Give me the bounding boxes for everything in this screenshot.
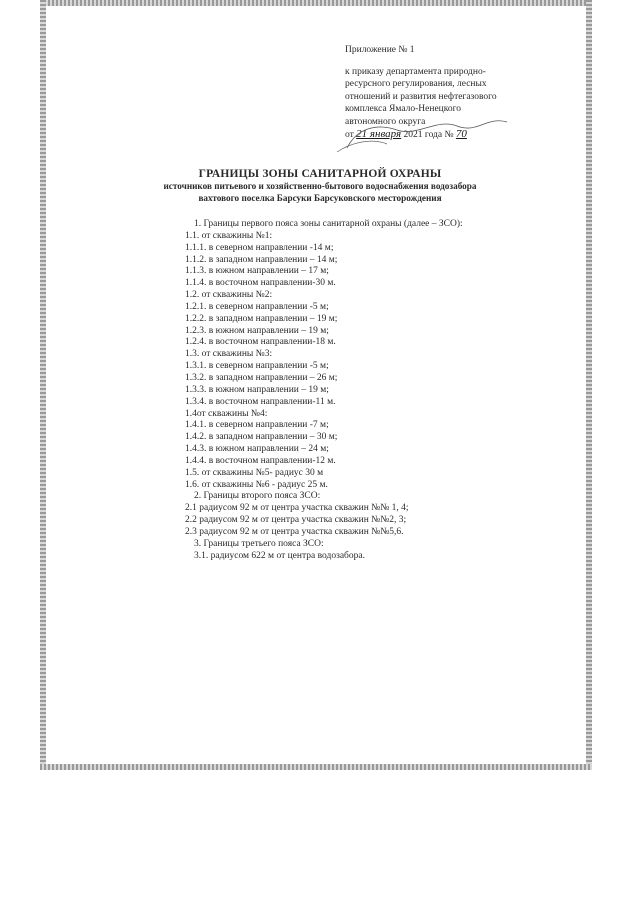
title-subtitle: вахтового поселка Барсуки Барсуковского месторождения [198,193,442,203]
list-item: 3. Границы третьего пояса ЗСО: [194,538,324,549]
appendix-line: к приказу департамента природно- [345,66,486,77]
list-item: 1.6. от скважины №6 - радиус 25 м. [185,479,328,490]
list-item: 2.1 радиусом 92 м от центра участка скважин №№ 1, 4; [185,503,409,514]
list-item: 1.1.2. в западном направлении – 14 м; [185,254,338,265]
list-item: 1.1.4. в восточном направлении-30 м. [185,278,336,289]
list-item: 1.1.3. в южном направлении – 17 м; [185,266,329,277]
scan-border-top [40,0,592,6]
list-item: 1.2.2. в западном направлении – 19 м; [185,313,338,324]
boundary-list [185,219,515,562]
appendix-header [345,44,545,142]
order-date-line [345,128,545,142]
date-year: 2021 года № [403,130,454,140]
list-item: 1.4.4. в восточном направлении-12 м. [185,455,336,466]
list-item: 3.1. радиусом 622 м от центра водозабора. [194,550,365,561]
list-item: 1.2.4. в восточном направлении-18 м. [185,337,336,348]
list-item: 1.4.2. в западном направлении – 30 м; [185,432,338,443]
list-item: 1. Границы первого пояса зоны санитарной охраны (далее – ЗСО): [194,219,463,229]
list-item: 1.2.3. в южном направлении – 19 м; [185,325,329,336]
list-item: 1.4.1. в северном направлении -7 м; [185,420,329,431]
list-item: 2. Границы второго пояса ЗСО: [194,491,321,502]
list-item: 1.3.2. в западном направлении – 26 м; [185,372,338,383]
list-item: 2.3 радиусом 92 м от центра участка скважин №№5,6. [185,526,404,537]
appendix-number: Приложение № 1 [345,45,415,55]
document-title [120,168,520,204]
list-item: 1.2. от скважины №2: [185,290,273,301]
list-item: 1.4.3. в южном направлении – 24 м; [185,444,329,455]
scan-border-right [586,0,592,770]
list-item: 1.3. от скважины №3: [185,349,273,360]
date-handwritten: 21 января [356,128,402,140]
list-item: 2.2 радиусом 92 м от центра участка скважин №№2, 3; [185,515,407,526]
list-item: 1.3.4. в восточном направлении-11 м. [185,396,336,407]
list-item: 1.1.1. в северном направлении -14 м; [185,242,334,253]
list-item: 1.1. от скважины №1: [185,230,273,241]
list-item: 1.3.3. в южном направлении – 19 м; [185,384,329,395]
list-item: 1.5. от скважины №5- радиус 30 м [185,467,324,478]
appendix-line: отношений и развития нефтегазового [345,91,497,102]
appendix-line: ресурсного регулирования, лесных [345,79,487,89]
title-subtitle: источников питьевого и хозяйственно-бытового водоснабжения водозабора [163,181,477,191]
title-main: ГРАНИЦЫ ЗОНЫ САНИТАРНОЙ ОХРАНЫ [198,168,442,180]
list-item: 1.3.1. в северном направлении -5 м; [185,361,329,372]
date-prefix: от [345,130,354,140]
scan-border-bottom [40,764,592,770]
list-item: 1.2.1. в северном направлении -5 м; [185,301,329,312]
list-item: 1.4от скважины №4: [185,408,268,419]
appendix-line: автономного округа [345,116,426,127]
appendix-line: комплекса Ямало-Ненецкого [345,104,462,114]
scan-border-left [40,0,46,770]
order-number-handwritten: 70 [455,128,467,140]
